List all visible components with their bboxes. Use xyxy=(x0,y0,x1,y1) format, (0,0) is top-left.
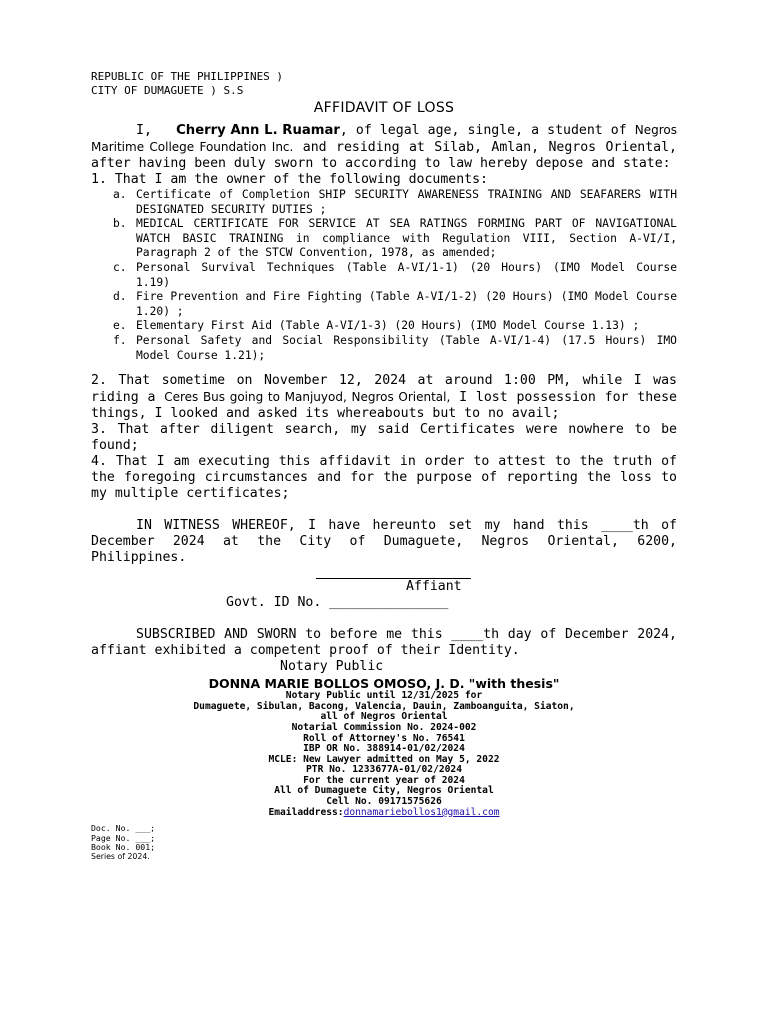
book-no: Book No. 001; xyxy=(91,842,156,853)
item-1: 1. That I am the owner of the following documents: xyxy=(91,172,488,187)
intro-paragraph xyxy=(91,122,677,172)
school-name: Negros Maritime College Foundation Inc. xyxy=(91,123,677,154)
document-text: Personal Safety and Social Responsibility (Table A-VI/1-4) (17.5 Hours) IMO Model Course 1.21); xyxy=(136,333,677,362)
document-item xyxy=(113,261,677,290)
document-item xyxy=(113,290,677,319)
notary-line: all of Negros Oriental xyxy=(320,711,448,723)
document-text: Personal Survival Techniques (Table A-VI/1-1) (20 Hours) (IMO Model Course 1.19) xyxy=(136,260,677,289)
item-2 xyxy=(91,373,677,422)
document-text: Elementary First Aid (Table A-VI/1-3) (20 Hours) (IMO Model Course 1.13) ; xyxy=(136,319,640,333)
document-letter: a. xyxy=(113,188,127,201)
email-link[interactable]: donnamariebollos1@gmail.com xyxy=(343,806,500,818)
series-text: Series of 2024. xyxy=(91,852,150,862)
notary-line: Notary Public until 12/31/2025 for xyxy=(285,690,483,702)
email-label: Emailaddress: xyxy=(268,806,344,818)
witness-paragraph: IN WITNESS WHEREOF, I have hereunto set my hand this ____th of December 2024 at the City of Dumaguete, Negros Oriental, 6200, Philippines. xyxy=(91,518,677,566)
notary-line: All of Dumaguete City, Negros Oriental xyxy=(274,785,494,797)
document-item xyxy=(113,217,677,261)
document-text: Certificate of Completion SHIP SECURITY AWARENESS TRAINING AND SEAFARERS WITH DESIGNATED SECURITY DUTIES ; xyxy=(136,188,677,216)
notary-line: Cell No. 09171575626 xyxy=(326,796,442,808)
venue-line-2: CITY OF DUMAGUETE ) S.S xyxy=(91,84,244,97)
notarial-register-footer xyxy=(91,824,677,862)
notary-public-label: Notary Public xyxy=(280,659,384,675)
document-letter: c. xyxy=(113,260,127,274)
document-text: Fire Prevention and Fire Fighting (Table A-VI/1-2) (20 Hours) (IMO Model Course 1.20) ; xyxy=(136,290,677,318)
documents-list xyxy=(91,188,677,363)
affiant-name: Cherry Ann L. Ruamar xyxy=(176,123,340,138)
notary-line: MCLE: New Lawyer admitted on May 5, 2022 xyxy=(268,753,500,765)
intro-text-2: and residing at Silab, Amlan, Negros Oriental, after having been duly sworn to according to law hereby depose and state: xyxy=(91,140,677,171)
notary-name: DONNA MARIE BOLLOS OMOSO, J. D. "with thesis" xyxy=(208,676,560,692)
notary-lines xyxy=(91,691,677,808)
item-3: 3. That after diligent search, my said Certificates were nowhere to be found; xyxy=(91,422,677,454)
notary-line: For the current year of 2024 xyxy=(303,774,465,786)
notary-line: IBP OR No. 388914-01/02/2024 xyxy=(303,743,465,755)
item-2-text-2: I lost possession for these things, I looked and asked its whereabouts but to no avail; xyxy=(91,390,677,422)
document-letter: f. xyxy=(113,333,127,347)
affiant-label: Affiant xyxy=(406,579,462,595)
notary-line: Dumaguete, Sibulan, Bacong, Valencia, Dauin, Zamboanguita, Siaton, xyxy=(193,700,575,712)
item-4: 4. That I am executing this affidavit in order to attest to the truth of the foregoing circumstances and for the purpose of reporting the loss to my multiple certificates; xyxy=(91,454,677,502)
intro-text-1: , of legal age, single, a student of xyxy=(339,123,627,138)
notary-email-line xyxy=(91,808,677,819)
govt-id-line: Govt. ID No. _______________ xyxy=(226,595,449,611)
notary-line: PTR No. 1233677A-01/02/2024 xyxy=(306,764,462,776)
notary-details xyxy=(91,676,677,818)
document-title: AFFIDAVIT OF LOSS xyxy=(313,100,455,116)
document-letter: d. xyxy=(113,290,127,304)
document-item xyxy=(113,319,677,334)
intro-i: I, xyxy=(136,123,152,138)
document-text: MEDICAL CERTIFICATE FOR SERVICE AT SEA RATINGS FORMING PART OF NAVIGATIONAL WATCH BASIC TRAINING in compliance with Regulation VIII, Section A-VI/I, Paragraph 2 of the STCW Convention, 1978, as amended; xyxy=(136,217,677,260)
signature-line xyxy=(316,566,471,579)
document-item xyxy=(113,334,677,363)
doc-no: Doc. No. ___; xyxy=(91,823,156,834)
bus-text: Ceres Bus going to Manjuyod, Negros Oriental, xyxy=(164,390,451,405)
page-no: Page No. ___; xyxy=(91,832,156,843)
affidavit-page xyxy=(91,70,677,862)
subscribed-paragraph: SUBSCRIBED AND SWORN to before me this ____th day of December 2024, affiant exhibited a competent proof of their Identity. xyxy=(91,627,677,659)
item-2-text-1: 2. That sometime on November 12, 2024 at around 1:00 PM, while I was riding a xyxy=(91,373,677,406)
notary-line: Notarial Commission No. 2024-002 xyxy=(291,721,477,733)
document-letter: b. xyxy=(113,217,127,231)
venue-line-1: REPUBLIC OF THE PHILIPPINES ) xyxy=(91,70,284,83)
document-letter: e. xyxy=(113,319,127,333)
notary-line: Roll of Attorney's No. 76541 xyxy=(303,732,465,744)
document-item xyxy=(113,188,677,217)
